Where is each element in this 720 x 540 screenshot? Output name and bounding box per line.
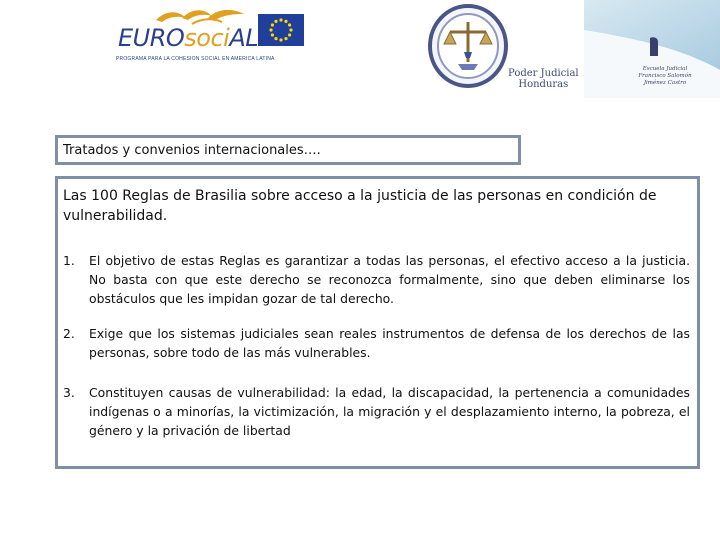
content-heading: Las 100 Reglas de Brasilia sobre acceso a la justicia de las personas en condición de vulnerabilidad. bbox=[63, 188, 657, 224]
list-item-text: Exige que los sistemas judiciales sean reales instrumentos de defensa de los derechos de las personas, sobre todo de las más vulnerables. bbox=[89, 326, 690, 360]
list-item-text-after: . No basta con que este derecho se reconozca formalmente, sino que deben eliminarse los obstáculos que les impidan gozar de tal derecho. bbox=[89, 253, 691, 306]
poder-judicial-line1: Poder Judicial bbox=[508, 68, 579, 79]
list-item-text bbox=[89, 251, 690, 308]
list-item-text-emphasis: efectivo acceso a la justicia bbox=[510, 253, 687, 268]
list-item bbox=[63, 324, 690, 362]
signature-line2: Francisco Salomón Jiménez Castro bbox=[638, 73, 692, 86]
list-item-number: 1. bbox=[63, 253, 75, 268]
wordmark-soci: soci bbox=[184, 24, 230, 52]
escuela-judicial-signature bbox=[630, 66, 700, 87]
title-box bbox=[55, 135, 521, 165]
title-text: Tratados y convenios internacionales…. bbox=[63, 143, 321, 158]
content-box bbox=[55, 176, 700, 469]
list-item-number: 3. bbox=[63, 385, 75, 400]
judicial-seal-icon bbox=[428, 4, 510, 90]
eurosocial-tagline: PROGRAMA PARA LA COHESION SOCIAL EN AMERICA LATINA bbox=[116, 56, 275, 62]
eurosocial-logo bbox=[112, 6, 312, 64]
list-item-text-before: El objetivo de estas Reglas es garantizar a todas las personas, el bbox=[89, 253, 511, 268]
signature-line1: Escuela Judicial bbox=[642, 66, 688, 72]
poder-judicial-line2: Honduras bbox=[518, 79, 569, 90]
list-item bbox=[63, 251, 690, 308]
poder-judicial-text bbox=[508, 68, 579, 90]
eu-flag-icon bbox=[258, 14, 304, 46]
list-item bbox=[63, 383, 690, 440]
wordmark-al: AL bbox=[229, 24, 259, 52]
eurosocial-wordmark bbox=[118, 24, 258, 52]
list-item-number: 2. bbox=[63, 326, 75, 341]
wordmark-euro: EURO bbox=[118, 24, 185, 52]
list-item-text: Constituyen causas de vulnerabilidad: la edad, la discapacidad, la pertenencia a comunidades indígenas o a minorías, la victimización, la migración y el desplazamiento interno, la pobreza, el género y la privación de libertad bbox=[89, 385, 690, 438]
